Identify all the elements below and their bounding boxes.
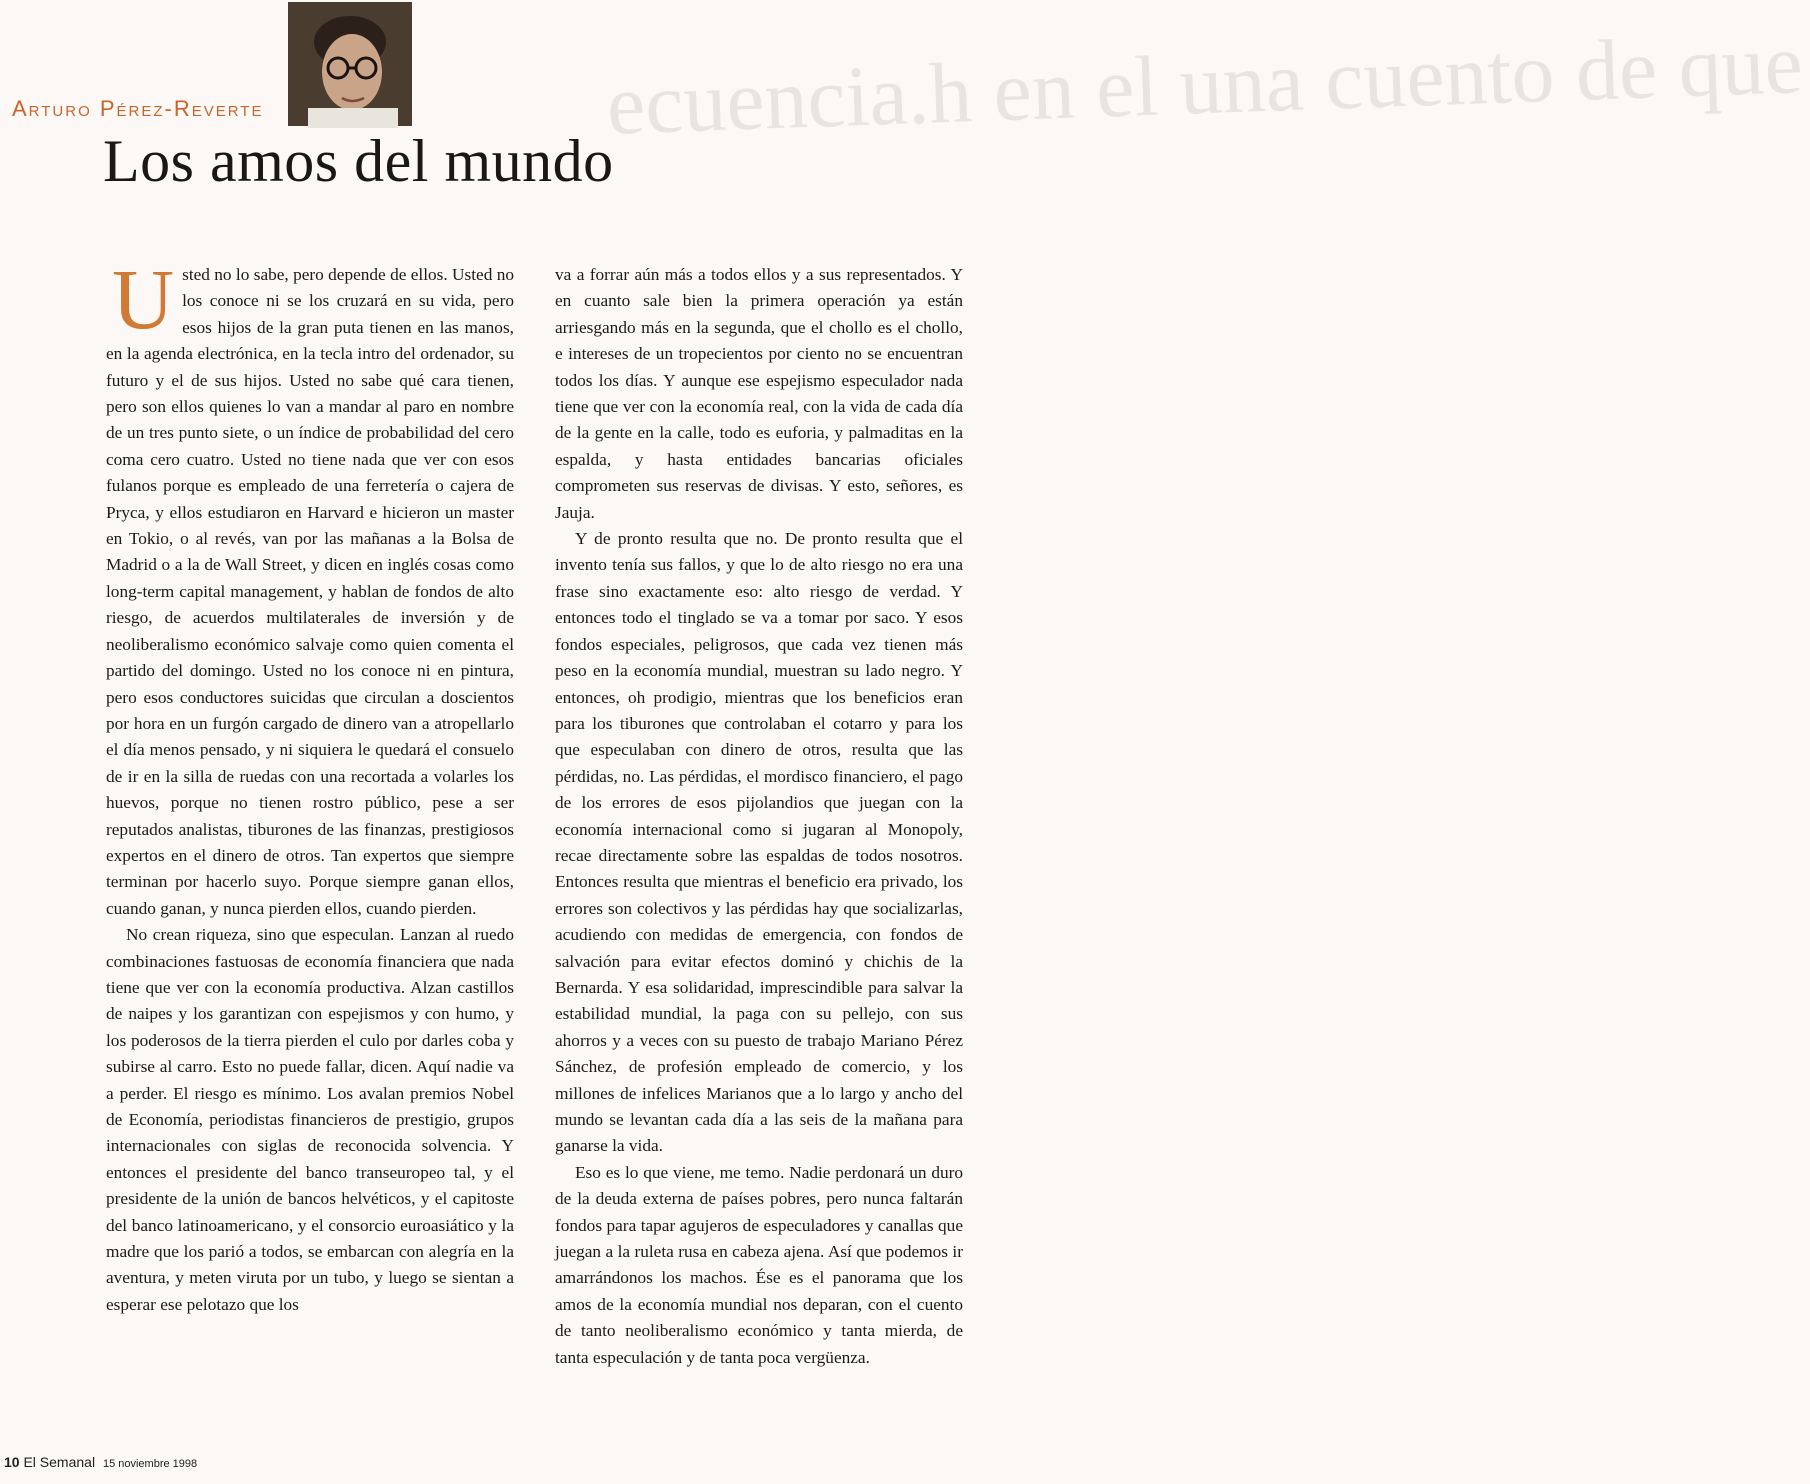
- author-portrait: [288, 2, 412, 126]
- paragraph-2: No crean riqueza, sino que especulan. Lanzan al ruedo combinaciones fastuosas de economía financiera que nada tiene que ver con la economía productiva. Alzan castillos de naipes y los garantizan con espejismos y con humo, y los poderosos de la tierra pierden el culo por darles coba y subirse al carro. Esto no puede fallar, dicen. Aquí nadie va a perder. El riesgo es mínimo. Los avalan premios Nobel de Economía, periodistas financieros de prestigio, grupos internacionales con siglas de reconocida solvencia. Y entonces el presidente del banco transeuropeo tal, y el presidente de la unión de bancos helvéticos, y el capitoste del banco latinoamericano, y el consorcio euroasiático y la madre que los parió a todos, se embarcan con alegría en la aventura, y meten viruta por un tubo, y luego se sientan a esperar ese pelotazo que los: [106, 925, 514, 1314]
- paragraph-3: Y de pronto resulta que no. De pronto resulta que el invento tenía sus fallos, y que lo de alto riesgo no era una frase sino exactamente eso: alto riesgo de verdad. Y entonces todo el tinglado se va a tomar por saco. Y esos fondos especiales, peligrosos, que cada vez tienen más peso en la economía mundial, muestran su lado negro. Y entonces, oh prodigio, mientras que los beneficios eran para los tiburones que controlaban el cotarro y para los que especulaban con dinero de otros, resulta que las pérdidas, no. Las pérdidas, el mordisco financiero, el pago de los errores de esos pijolandios que juegan con la economía internacional como si jugaran al Monopoly, recae directamente sobre las espaldas de todos nosotros. Entonces resulta que mientras el beneficio era privado, los errores son colectivos y las pérdidas hay que socializarlas, acudiendo con medidas de emergencia, con fondos de salvación para evitar efectos dominó y chichis de la Bernarda. Y esa solidaridad, imprescindible para salvar la estabilidad mundial, la paga con su pellejo, con sus ahorros y a veces con su puesto de trabajo Mariano Pérez Sánchez, de profesión empleado de comercio, y los millones de infelices Marianos que a lo largo y ancho del mundo se levantan cada día a las seis de la mañana para ganarse la vida.: [555, 529, 963, 1156]
- author-name: Arturo Pérez-Reverte: [12, 96, 264, 121]
- paragraph-4: Eso es lo que viene, me temo. Nadie perdonará un duro de la deuda externa de países pobres, pero nunca faltarán fondos para tapar agujeros de especuladores y canallas que juegan a la ruleta rusa en cabeza ajena. Así que podemos ir amarrándonos los machos. Ése es el panorama que los amos de la economía mundial nos deparan, con el cuento de tanto neoliberalismo económico y tanta mierda, de tanta especulación y de tanta poca vergüenza.: [555, 1162, 963, 1367]
- drop-cap: U: [112, 251, 175, 347]
- page-footer: [4, 1454, 197, 1470]
- paragraph-2-continued: va a forrar aún más a todos ellos y a sus representados. Y en cuanto sale bien la primera operación ya están arriesgando más en la segunda, que el chollo es el chollo, e intereses de un tropecientos por ciento no se encuentran todos los días. Y aunque ese espejismo especulador nada tiene que ver con la economía real, con la vida de cada día de la gente en la calle, todo es euforia, y palmaditas en la espalda, y hasta entidades bancarias oficiales comprometen sus reservas de divisas. Y esto, señores, es Jauja.: [555, 265, 963, 522]
- issue-date: 15 noviembre 1998: [102, 1458, 198, 1470]
- article-title: Los amos del mundo: [103, 128, 614, 194]
- portrait-illustration: [288, 2, 412, 126]
- magazine-name: El Semanal: [23, 1454, 96, 1470]
- page-number: 10: [4, 1454, 20, 1470]
- paragraph-1: [106, 251, 514, 922]
- paragraph-1-text: sted no lo sabe, pero depende de ellos. Usted no los conoce ni se los cruzará en su vida, pero esos hijos de la gran puta tienen en las manos, en la agenda electrónica, en la tecla intro del ordenador, su futuro y el de sus hijos. Usted no sabe qué cara tienen, pero son ellos quienes lo van a mandar al paro en nombre de un tres punto siete, o un índice de probabilidad del cero coma cero cuatro. Usted no tiene nada que ver con esos fulanos porque es empleado de una ferretería o cajera de Pryca, y ellos estudiaron en Harvard e hicieron un master en Tokio, o al revés, van por las mañanas a la Bolsa de Madrid o a la de Wall Street, y dicen en inglés cosas como long-term capital management, y hablan de fondos de alto riesgo, de acuerdos multilaterales de inversión y de neoliberalismo económico salvaje como quien comenta el partido del domingo. Usted no los conoce ni en pintura, pero esos conductores suicidas que circulan a doscientos por hora en un furgón cargado de dinero van a atropellarlo el día menos pensado, y ni siquiera le quedará el consuelo de ir en la silla de ruedas con una recortada a volarles los huevos, porque no tienen rostro público, pese a ser reputados analistas, tiburones de las finanzas, prestigiosos expertos en el dinero de otros. Tan expertos que siempre terminan por hacerlo suyo. Porque siempre ganan ellos, cuando ganan, y nunca pierden ellos, cuando pierden.: [106, 265, 514, 918]
- left-column: [106, 251, 514, 1318]
- background-watermark-text: ecuencia.h en el una cuento de que: [605, 15, 1805, 153]
- right-column: [555, 262, 963, 1371]
